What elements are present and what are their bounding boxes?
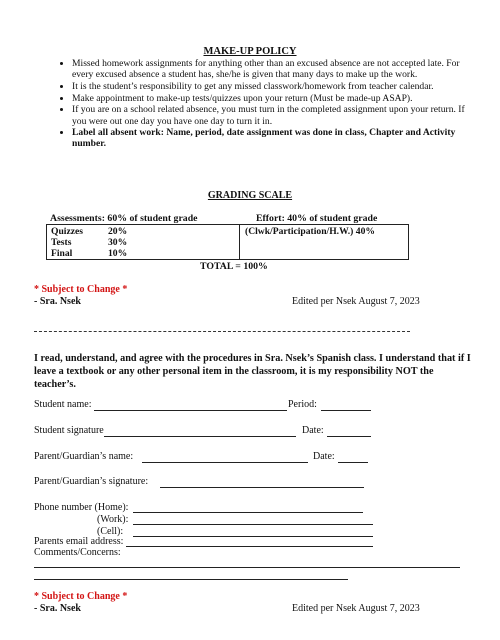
- parents-email-label: Parents email address:: [34, 536, 124, 547]
- agreement-statement: I read, understand, and agree with the procedures in Sra. Nsek’s Spanish class. I understand that if I leave a textbook or any other personal item in the classroom, it is my responsibility NOT the teacher’s.: [34, 353, 471, 390]
- policy-item: • It is the student’s responsibility to get any missed classwork/homework from teacher calendar.: [72, 81, 477, 92]
- effort-header: Effort: 40% of student grade: [256, 213, 378, 224]
- comments-field-line-2[interactable]: [34, 579, 348, 580]
- student-signature-field[interactable]: [104, 436, 296, 437]
- period-field[interactable]: [321, 410, 371, 411]
- edited-note: Edited per Nsek August 7, 2023: [292, 296, 420, 307]
- date-label: Date:: [302, 425, 324, 436]
- comments-field[interactable]: [34, 567, 460, 568]
- assessment-percent: 10%: [108, 248, 128, 259]
- makeup-policy-title: MAKE-UP POLICY: [203, 46, 297, 57]
- total-line: TOTAL = 100%: [200, 261, 268, 272]
- teacher-name: - Sra. Nsek: [34, 296, 81, 307]
- parent-signature-label: Parent/Guardian’s signature:: [34, 476, 149, 487]
- date-field[interactable]: [327, 436, 371, 437]
- policy-item: • If you are on a school related absence, you must turn in the completed assignment upon your return. If you were out one day you have one day to turn it in.: [72, 104, 477, 126]
- subject-to-change: * Subject to Change *: [34, 284, 128, 295]
- policy-item: • Make appointment to make-up tests/quizzes upon your return (Must be made-up ASAP).: [72, 93, 477, 104]
- phone-work-label: (Work):: [97, 514, 129, 525]
- teacher-name-bottom: - Sra. Nsek: [34, 603, 81, 614]
- phone-home-label: Phone number (Home):: [34, 502, 129, 513]
- assessments-header: Assessments: 60% of student grade: [50, 213, 198, 224]
- assessment-name: Final: [51, 248, 73, 259]
- parent-signature-field[interactable]: [160, 487, 364, 488]
- parent-date-field[interactable]: [338, 462, 368, 463]
- period-label: Period:: [288, 399, 317, 410]
- phone-work-field[interactable]: [133, 524, 373, 525]
- student-signature-label: Student signature: [34, 425, 104, 436]
- makeup-policy-list: [58, 58, 477, 150]
- policy-item-bold: • Label all absent work: Name, period, date assignment was done in class, Chapter and Activity number.: [72, 127, 477, 149]
- parent-date-label: Date:: [313, 451, 335, 462]
- effort-text: (Clwk/Participation/H.W.) 40%: [245, 226, 375, 237]
- assessment-percent: 20%: [108, 226, 128, 237]
- comments-label: Comments/Concerns:: [34, 547, 121, 558]
- parents-email-field[interactable]: [126, 546, 373, 547]
- policy-item: • Missed homework assignments for anything other than an excused absence are not accepted late. For every excused absence a student has, she/he is given that many days to make up the work.: [72, 58, 477, 80]
- student-name-label: Student name:: [34, 399, 92, 410]
- parent-name-field[interactable]: [142, 462, 308, 463]
- subject-to-change-bottom: * Subject to Change *: [34, 591, 128, 602]
- cut-line: [34, 331, 410, 332]
- student-name-field[interactable]: [94, 410, 287, 411]
- assessment-name: Quizzes: [51, 226, 83, 237]
- phone-cell-label: (Cell):: [97, 526, 124, 537]
- grading-scale-title: GRADING SCALE: [207, 190, 293, 201]
- edited-note-bottom: Edited per Nsek August 7, 2023: [292, 603, 420, 614]
- assessment-name: Tests: [51, 237, 72, 248]
- parent-name-label: Parent/Guardian’s name:: [34, 451, 134, 462]
- phone-home-field[interactable]: [133, 512, 363, 513]
- phone-cell-field[interactable]: [133, 536, 373, 537]
- assessment-percent: 30%: [108, 237, 128, 248]
